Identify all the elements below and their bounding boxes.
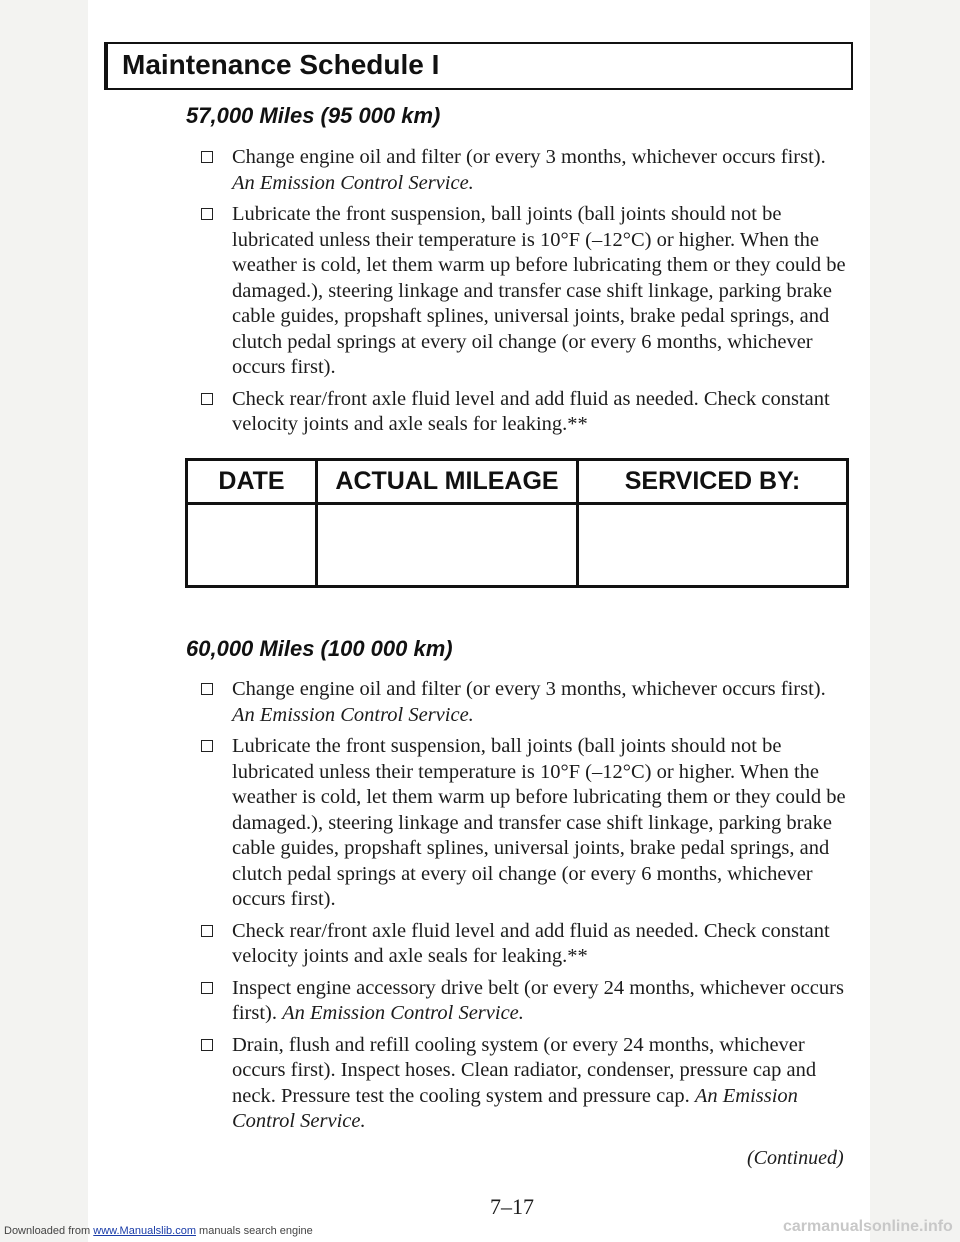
list-item: Inspect engine accessory drive belt (or every 24 months, whichever occurs first). An Emission Control Service.	[199, 976, 849, 1027]
list-item: Change engine oil and filter (or every 3 months, whichever occurs first). An Emission Control Service.	[199, 677, 849, 728]
list-item: Drain, flush and refill cooling system (or every 24 months, whichever occurs first). Inspect hoses. Clean radiator, condenser, pressure cap and neck. Pressure test the cooling system and pressure cap. An Emission Control Service.	[199, 1033, 849, 1135]
download-footer: Downloaded from www.Manualslib.com manuals search engine	[4, 1225, 313, 1237]
section-heading-57000: 57,000 Miles (95 000 km)	[186, 103, 441, 128]
checkbox-icon[interactable]	[201, 982, 213, 994]
continued-note: (Continued)	[747, 1147, 844, 1169]
list-item: Check rear/front axle fluid level and add fluid as needed. Check constant velocity joints and axle seals for leaking.**	[199, 919, 849, 970]
checkbox-icon[interactable]	[201, 925, 213, 937]
checkbox-icon[interactable]	[201, 683, 213, 695]
list-item: Lubricate the front suspension, ball joints (ball joints should not be lubricated unless their temperature is 10°F (–12°C) or higher. When the weather is cold, let them warm up before lubricating them or they could be damaged.), steering linkage and transfer case shift linkage, parking brake cable guides, propshaft splines, universal joints, brake pedal springs, and clutch pedal springs at every oil change (or every 6 months, whichever occurs first).	[199, 202, 849, 381]
serviced-by-cell[interactable]	[578, 504, 848, 587]
list-item: Check rear/front axle fluid level and add fluid as needed. Check constant velocity joints and axle seals for leaking.**	[199, 387, 849, 438]
mileage-cell[interactable]	[317, 504, 578, 587]
checkbox-icon[interactable]	[201, 393, 213, 405]
checklist-57000	[199, 145, 849, 444]
table-header-serviced-by: SERVICED BY:	[578, 460, 848, 504]
page-title: Maintenance Schedule I	[122, 49, 440, 80]
section-heading-60000: 60,000 Miles (100 000 km)	[186, 636, 453, 661]
page-number: 7–17	[490, 1194, 534, 1219]
checkbox-icon[interactable]	[201, 740, 213, 752]
service-record-table	[185, 458, 849, 588]
checkbox-icon[interactable]	[201, 151, 213, 163]
list-item: Change engine oil and filter (or every 3 months, whichever occurs first). An Emission Control Service.	[199, 145, 849, 196]
table-header-mileage: ACTUAL MILEAGE	[317, 460, 578, 504]
list-item: Lubricate the front suspension, ball joints (ball joints should not be lubricated unless their temperature is 10°F (–12°C) or higher. When the weather is cold, let them warm up before lubricating them or they could be damaged.), steering linkage and transfer case shift linkage, parking brake cable guides, propshaft splines, universal joints, brake pedal springs, and clutch pedal springs at every oil change (or every 6 months, whichever occurs first).	[199, 734, 849, 913]
checklist-60000	[199, 677, 849, 1141]
checkbox-icon[interactable]	[201, 208, 213, 220]
date-cell[interactable]	[187, 504, 317, 587]
checkbox-icon[interactable]	[201, 1039, 213, 1051]
manualslib-link[interactable]: www.Manualslib.com	[93, 1225, 196, 1237]
table-header-date: DATE	[187, 460, 317, 504]
section-header-box	[104, 42, 853, 90]
watermark: carmanualsonline.info	[783, 1218, 953, 1235]
